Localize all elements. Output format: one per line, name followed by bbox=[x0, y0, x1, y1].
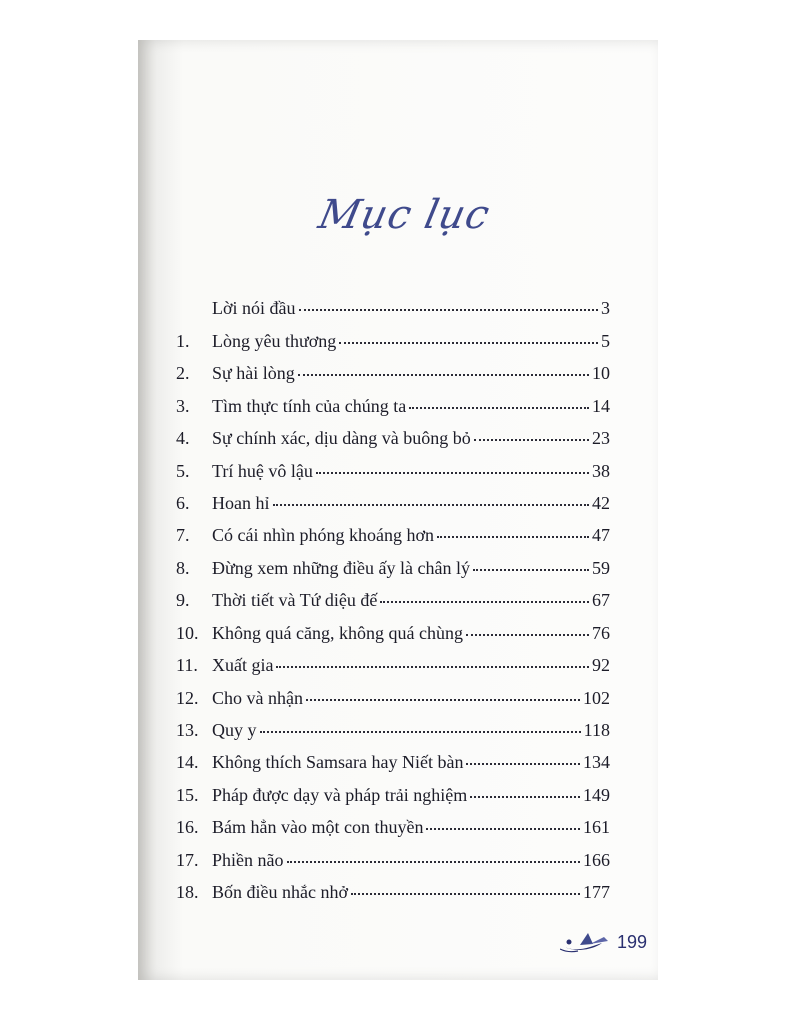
entry-number: 2. bbox=[176, 363, 190, 383]
entry-page: 42 bbox=[592, 493, 610, 513]
toc-entry[interactable] bbox=[176, 493, 610, 519]
entry-title: Không thích Samsara hay Niết bàn bbox=[212, 752, 464, 772]
toc-entry[interactable] bbox=[176, 461, 610, 487]
entry-number: 9. bbox=[176, 590, 190, 610]
toc-entry[interactable] bbox=[176, 882, 610, 908]
dot-leader bbox=[260, 731, 581, 733]
entry-page: 23 bbox=[592, 428, 610, 448]
entry-page: 76 bbox=[592, 623, 610, 643]
entry-page: 14 bbox=[592, 396, 610, 416]
entry-title: Trí huệ vô lậu bbox=[212, 461, 313, 481]
entry-title: Xuất gia bbox=[212, 655, 274, 675]
dot-leader bbox=[473, 569, 589, 571]
entry-title: Phiền não bbox=[212, 850, 284, 870]
entry-page: 177 bbox=[583, 882, 610, 902]
page-number: 199 bbox=[617, 932, 648, 952]
toc-entry[interactable] bbox=[176, 525, 610, 551]
entry-number: 6. bbox=[176, 493, 190, 513]
dot-leader bbox=[409, 407, 589, 409]
entry-title: Lời nói đầu bbox=[212, 298, 296, 318]
entry-page: 5 bbox=[601, 331, 610, 351]
toc-entry[interactable] bbox=[176, 817, 610, 843]
dot-leader bbox=[426, 828, 580, 830]
entry-page: 161 bbox=[583, 817, 610, 837]
dot-leader bbox=[306, 699, 580, 701]
entry-page: 149 bbox=[583, 785, 610, 805]
toc-entry[interactable] bbox=[176, 428, 610, 454]
entry-title: Bám hẳn vào một con thuyền bbox=[212, 817, 424, 837]
entry-number: 4. bbox=[176, 428, 190, 448]
entry-number: 16. bbox=[176, 817, 199, 837]
entry-title: Sự chính xác, dịu dàng và buông bỏ bbox=[212, 428, 471, 448]
entry-title: Không quá căng, không quá chùng bbox=[212, 623, 463, 643]
entry-page: 38 bbox=[592, 461, 610, 481]
entry-page: 59 bbox=[592, 558, 610, 578]
toc-entry[interactable] bbox=[176, 363, 610, 389]
entry-number: 3. bbox=[176, 396, 190, 416]
dot-leader bbox=[466, 763, 580, 765]
entry-title: Cho và nhận bbox=[212, 688, 303, 708]
entry-number: 11. bbox=[176, 655, 198, 675]
toc-entry[interactable] bbox=[176, 590, 610, 616]
entry-title: Thời tiết và Tứ diệu đế bbox=[212, 590, 378, 610]
toc-entry[interactable] bbox=[176, 623, 610, 649]
entry-number: 18. bbox=[176, 882, 199, 902]
entry-title: Bốn điều nhắc nhở bbox=[212, 882, 348, 902]
entry-title: Có cái nhìn phóng khoáng hơn bbox=[212, 525, 434, 545]
entry-number: 15. bbox=[176, 785, 199, 805]
dot-leader bbox=[380, 601, 589, 603]
dot-leader bbox=[298, 374, 589, 376]
entry-page: 3 bbox=[601, 298, 610, 318]
dot-leader bbox=[273, 504, 590, 506]
dot-leader bbox=[299, 309, 598, 311]
dot-leader bbox=[437, 536, 589, 538]
entry-page: 47 bbox=[592, 525, 610, 545]
toc-entry[interactable] bbox=[176, 688, 610, 714]
page-title: Mục lục bbox=[314, 192, 495, 238]
toc-entry[interactable] bbox=[176, 850, 610, 876]
page-footer bbox=[560, 928, 660, 958]
dot-leader bbox=[339, 342, 598, 344]
entry-number: 12. bbox=[176, 688, 199, 708]
entry-number: 10. bbox=[176, 623, 199, 643]
entry-title: Tìm thực tính của chúng ta bbox=[212, 396, 407, 416]
dot-leader bbox=[474, 439, 589, 441]
entry-number: 8. bbox=[176, 558, 190, 578]
boat-ornament-icon bbox=[560, 930, 616, 954]
entry-title: Hoan hỉ bbox=[212, 493, 270, 513]
entry-title: Quy y bbox=[212, 720, 257, 740]
entry-page: 118 bbox=[583, 720, 610, 740]
entry-page: 10 bbox=[592, 363, 610, 383]
entry-page: 134 bbox=[583, 752, 610, 772]
entry-page: 67 bbox=[592, 590, 610, 610]
entry-number: 1. bbox=[176, 331, 190, 351]
entry-page: 92 bbox=[592, 655, 610, 675]
toc-entry[interactable] bbox=[176, 752, 610, 778]
entry-page: 166 bbox=[583, 850, 610, 870]
entry-title: Lòng yêu thương bbox=[212, 331, 337, 351]
entry-number: 17. bbox=[176, 850, 199, 870]
entry-title: Sự hài lòng bbox=[212, 363, 295, 383]
toc-entry[interactable] bbox=[176, 331, 610, 357]
toc-entry[interactable] bbox=[176, 558, 610, 584]
toc-entry[interactable] bbox=[176, 396, 610, 422]
dot-leader bbox=[470, 796, 580, 798]
entry-number: 14. bbox=[176, 752, 199, 772]
dot-leader bbox=[276, 666, 589, 668]
entry-number: 13. bbox=[176, 720, 199, 740]
toc-entry[interactable] bbox=[176, 298, 610, 324]
dot-leader bbox=[351, 893, 580, 895]
toc-entry[interactable] bbox=[176, 785, 610, 811]
dot-leader bbox=[316, 472, 589, 474]
entry-page: 102 bbox=[583, 688, 610, 708]
dot-leader bbox=[466, 634, 589, 636]
entry-number: 7. bbox=[176, 525, 190, 545]
toc-entry[interactable] bbox=[176, 720, 610, 746]
entry-title: Đừng xem những điều ấy là chân lý bbox=[212, 558, 470, 578]
toc-entry[interactable] bbox=[176, 655, 610, 681]
entry-title: Pháp được dạy và pháp trải nghiệm bbox=[212, 785, 468, 805]
dot-leader bbox=[287, 861, 581, 863]
entry-number: 5. bbox=[176, 461, 190, 481]
